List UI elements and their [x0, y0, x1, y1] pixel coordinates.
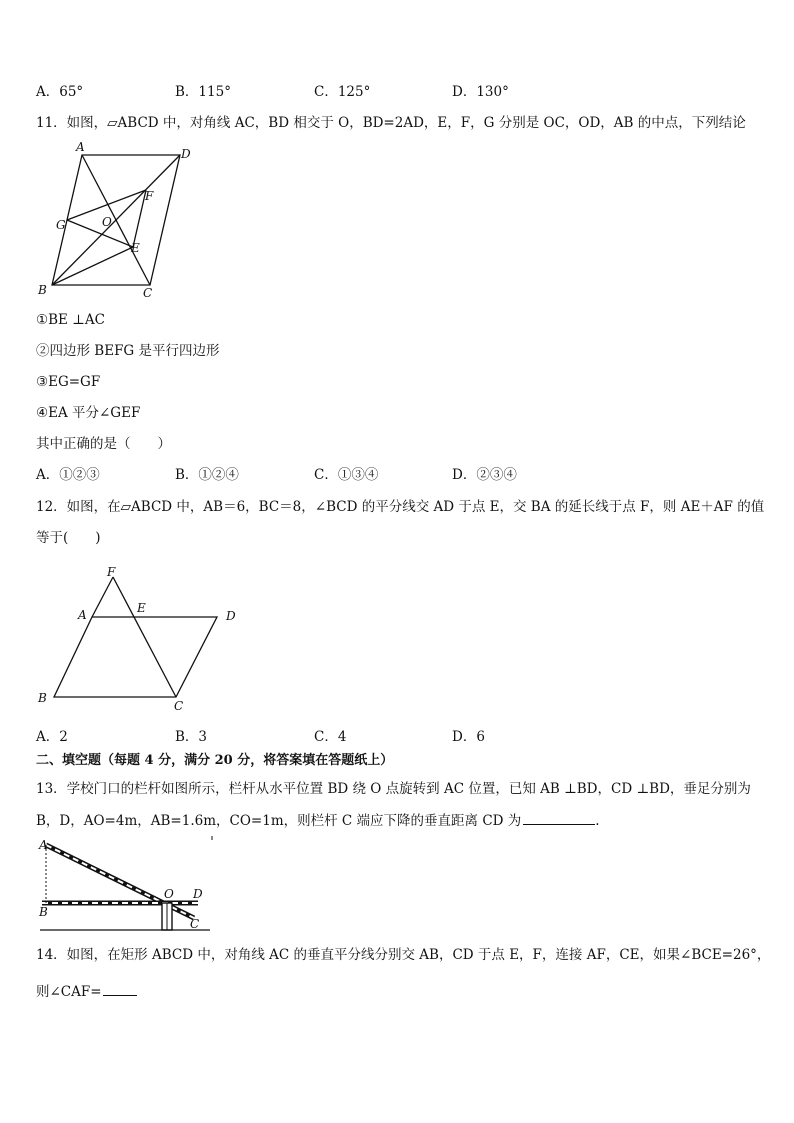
q12-label-e: E [137, 601, 146, 615]
q12-option-c: C．4 [314, 729, 347, 745]
section-heading: 二、填空题（每题 4 分，满分 20 分，将答案填在答题纸上） [36, 753, 394, 768]
q11-option-d: D．②③④ [452, 467, 517, 483]
q14-stem-text: 则∠CAF= [36, 984, 102, 1000]
q11-stem: 11．如图，▱ABCD 中，对角线 AC，BD 相交于 O，BD=2AD，E，F，G 分别是 OC，OD，AB 的中点，下列结论 [36, 115, 746, 131]
q12-stem-line2: 等于( ) [36, 530, 101, 546]
q10-option-b: B．115° [175, 84, 231, 100]
q13-stem-line2 [36, 811, 600, 830]
q11-label-c: C [143, 286, 153, 300]
q11-statement-3: ③EG=GF [36, 374, 101, 390]
q11-statement-1: ①BE ⊥AC [36, 312, 105, 328]
q13-stem-end: . [595, 813, 600, 829]
q11-option-b: B．①②④ [175, 467, 239, 483]
q11-label-a: A [76, 140, 85, 154]
q14-stem-line2 [36, 982, 137, 1001]
q10-option-c: C．125° [314, 84, 371, 100]
q10-option-a: A．65° [36, 84, 84, 100]
q11-question: 其中正确的是（ ） [36, 436, 171, 452]
q13-label-b: B [39, 905, 48, 919]
q13-label-o: O [164, 887, 174, 901]
q13-barrier-figure [36, 836, 216, 936]
q12-stem-line1: 12．如图，在▱ABCD 中，AB＝6，BC＝8，∠BCD 的平分线交 AD 于点 E，交 BA 的延长线于点 F，则 AE＋AF 的值 [36, 499, 765, 515]
q11-label-d: D [181, 147, 191, 161]
q13-stem-line1: 13．学校门口的栏杆如图所示，栏杆从水平位置 BD 绕 O 点旋转到 AC 位置，已知 AB ⊥BD，CD ⊥BD，垂足分别为 [36, 781, 751, 797]
q11-statement-2: ②四边形 BEFG 是平行四边形 [36, 343, 220, 359]
q11-statement-4: ④EA 平分∠GEF [36, 405, 141, 421]
q11-label-e: E [131, 241, 140, 255]
q13-label-d: D [193, 887, 203, 901]
q12-option-a: A．2 [36, 729, 68, 745]
q11-parallelogram-figure [30, 140, 210, 305]
q12-label-b: B [38, 691, 47, 705]
q12-label-c: C [174, 699, 184, 713]
q13-label-c: C [190, 917, 200, 931]
q10-option-d: D．130° [452, 84, 509, 100]
q13-answer-blank [523, 811, 595, 825]
q11-option-a: A．①②③ [36, 467, 100, 483]
q14-answer-blank [103, 982, 137, 996]
q11-option-c: C．①③④ [314, 467, 379, 483]
q11-label-b: B [38, 283, 47, 297]
q13-stem-text: B，D，AO=4m，AB=1.6m，CO=1m，则栏杆 C 端应下降的垂直距离 CD 为 [36, 813, 522, 829]
q11-label-f: F [145, 189, 154, 203]
q12-label-a: A [78, 608, 87, 622]
q12-option-b: B．3 [175, 729, 208, 745]
q11-label-o: O [102, 215, 112, 229]
q12-option-d: D．6 [452, 729, 485, 745]
q14-stem-line1: 14．如图，在矩形 ABCD 中，对角线 AC 的垂直平分线分别交 AB，CD 于点 E，F，连接 AF，CE，如果∠BCE=26°， [36, 947, 771, 963]
q12-parallelogram-figure [30, 562, 250, 717]
q11-label-g: G [56, 218, 66, 232]
q13-label-a: A [39, 838, 48, 852]
q12-label-d: D [226, 609, 236, 623]
q12-label-f: F [107, 565, 116, 579]
